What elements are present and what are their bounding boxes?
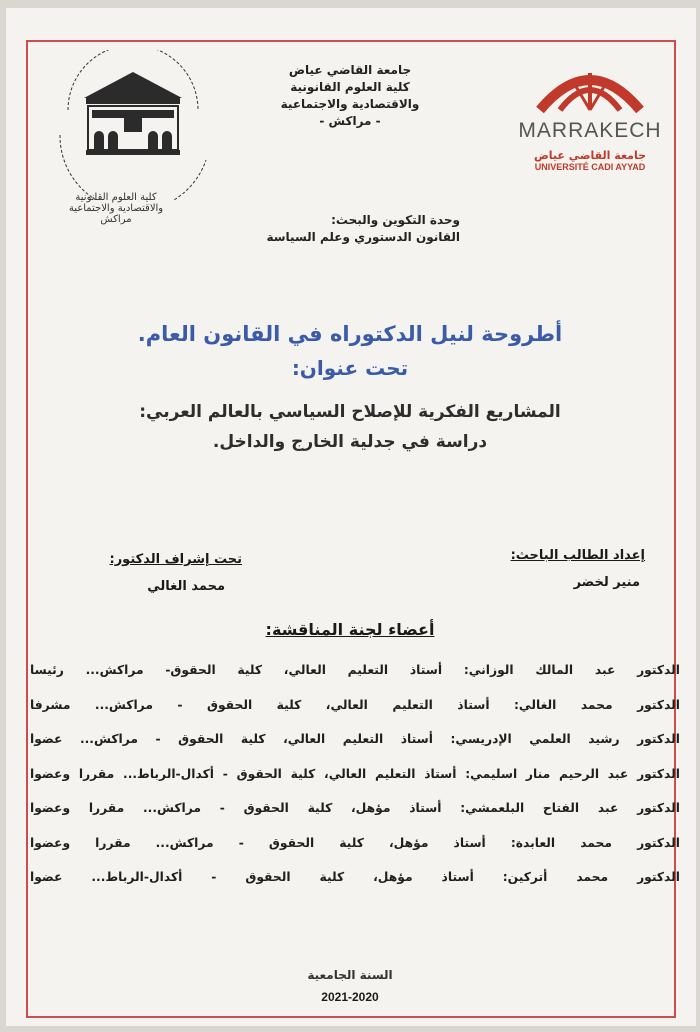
research-unit bbox=[220, 212, 460, 246]
committee-member: الدكتور محمد أتركين: أستاذ مؤهل، كلية الحقوق - أكدال-الرباط... عضوا bbox=[30, 870, 680, 884]
university-line: كلية العلوم القانونية bbox=[290, 80, 410, 94]
committee-title: أعضاء لجنة المناقشة: bbox=[265, 620, 435, 639]
university-line: جامعة القاضي عياض bbox=[288, 63, 412, 77]
university-logo bbox=[515, 55, 665, 195]
supervisor-name: محمد الغالي bbox=[147, 579, 225, 594]
under-title-label: تحت عنوان: bbox=[291, 356, 409, 380]
committee-member: الدكتور محمد العابدة: أستاذ مؤهل، كلية الحقوق - مراكش... مقررا وعضوا bbox=[30, 835, 680, 850]
logo-arabic-name: جامعة القاضي عياض bbox=[533, 149, 647, 162]
logo-french-name: UNIVERSITÉ CADI AYYAD bbox=[534, 162, 646, 172]
thesis-subject: المشاريع الفكرية للإصلاح السياسي بالعالم العربي: bbox=[139, 402, 561, 422]
thesis-title: أطروحة لنيل الدكتوراه في القانون العام. bbox=[137, 322, 563, 346]
student-name: منير لخضر bbox=[573, 575, 640, 590]
committee-member: الدكتور محمد الغالي: أستاذ التعليم العالي، كلية الحقوق - مراكش... مشرفا bbox=[30, 697, 680, 712]
faculty-emblem bbox=[48, 50, 218, 210]
committee-member: الدكتور عبد الفتاح البلعمشي: أستاذ مؤهل، كلية الحقوق - مراكش... مقررا وعضوا bbox=[30, 801, 680, 815]
unit-line: القانون الدستوري وعلم السياسة bbox=[266, 230, 460, 244]
logo-wordmark: MARRAKECH bbox=[518, 119, 662, 142]
academic-year: 2021-2020 bbox=[321, 990, 379, 1004]
university-header bbox=[240, 62, 460, 130]
unit-line: وحدة التكوين والبحث: bbox=[331, 213, 460, 227]
thesis-subtitle: دراسة في جدلية الخارج والداخل. bbox=[212, 432, 488, 452]
supervisor-label: تحت إشراف الدكتور: bbox=[109, 552, 242, 567]
logo-fan-icon bbox=[530, 55, 650, 115]
committee-member: الدكتور رشيد العلمي الإدريسي: أستاذ التعليم العالي، كلية الحقوق - مراكش... عضوا bbox=[30, 732, 680, 746]
committee-member: الدكتور عبد المالك الوزاني: أستاذ التعليم العالي، كلية الحقوق- مراكش... رئيسا bbox=[30, 663, 680, 677]
committee-list bbox=[30, 660, 680, 902]
university-line: والاقتصادية والاجتماعية bbox=[280, 97, 420, 111]
committee-member: الدكتور عبد الرحيم منار اسليمي: أستاذ التعليم العالي، كلية الحقوق - أكدال-الرباط... مقررا وعضوا bbox=[30, 766, 680, 781]
prepared-by-label: إعداد الطالب الباحث: bbox=[510, 548, 645, 563]
academic-year-label: السنة الجامعية bbox=[307, 968, 393, 982]
university-line: - مراكش - bbox=[319, 114, 381, 128]
emblem-caption: كلية العلوم القانونية والاقتصادية والاجتماعية مراكش bbox=[68, 192, 164, 225]
